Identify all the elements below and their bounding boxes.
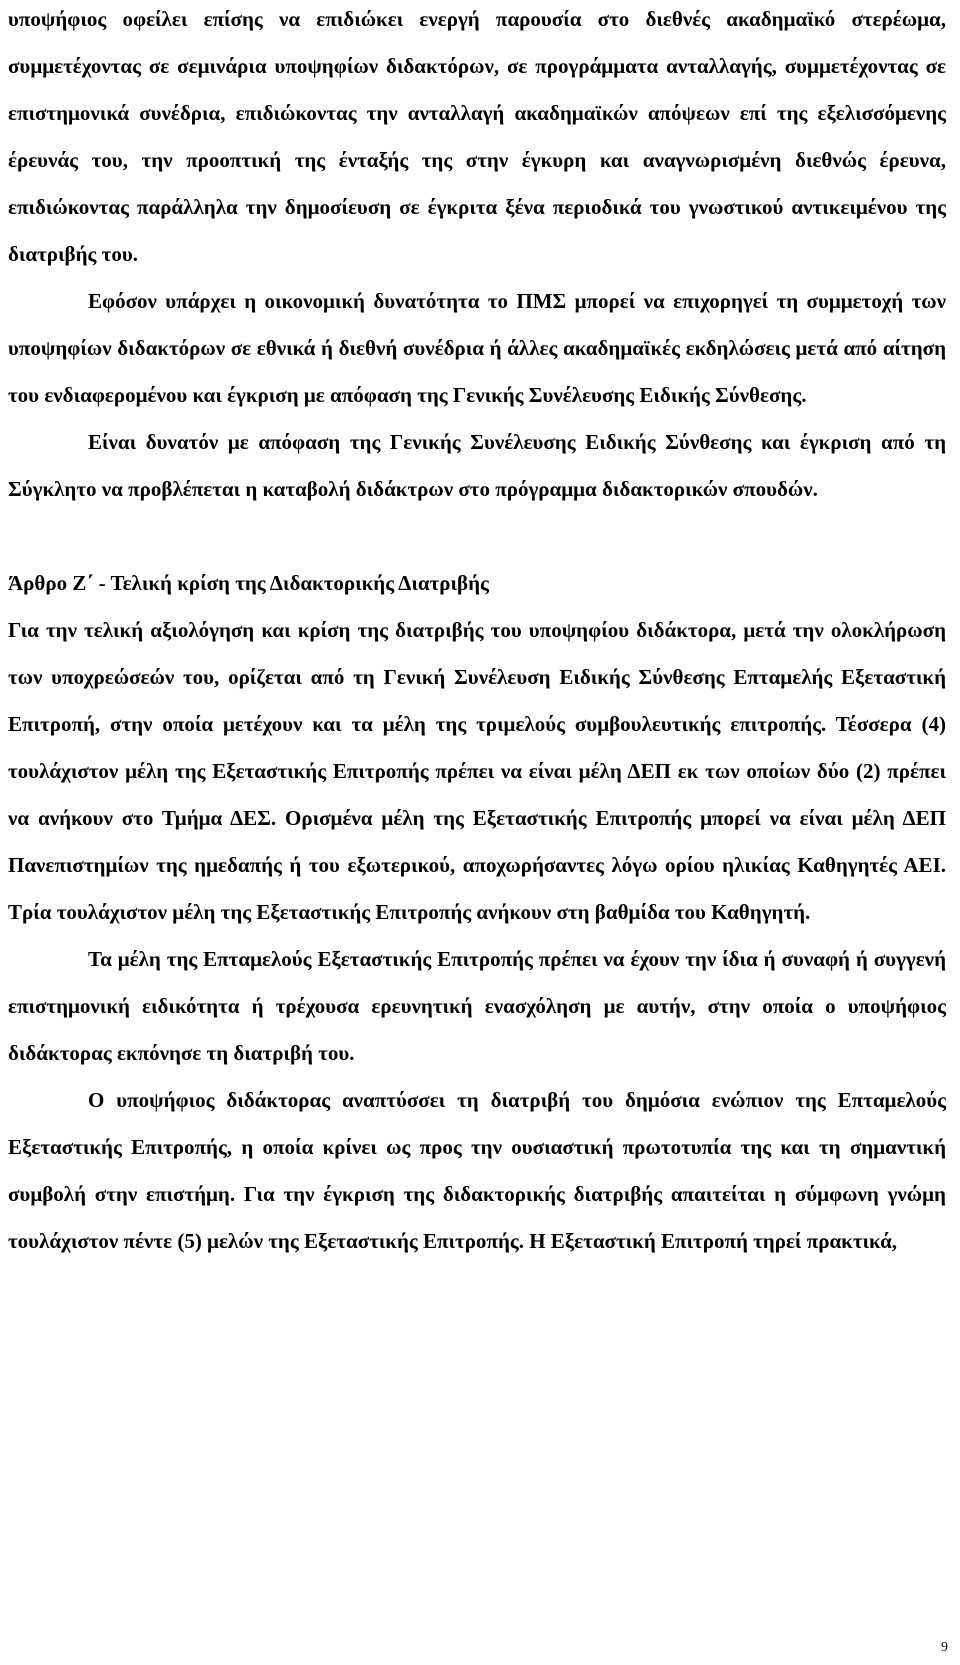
paragraph-tuition: Είναι δυνατόν με απόφαση της Γενικής Συνέλευσης Ειδικής Σύνθεσης και έγκριση από τη Σύγκλητο να προβλέπεται η καταβολή διδάκτρων στο πρόγραμμα διδακτορικών σπουδών. bbox=[8, 430, 946, 501]
page-number: 9 bbox=[941, 1640, 948, 1655]
document-page bbox=[8, 0, 946, 1265]
blank-line bbox=[8, 513, 946, 560]
paragraph-continuation: υποψήφιος οφείλει επίσης να επιδιώκει ενεργή παρουσία στο διεθνές ακαδημαϊκό στερέωμα, συμμετέχοντας σε σεμινάρια υποψηφίων διδακτόρων, σε προγράμματα ανταλλαγής, συμμετέχοντας σε επιστημονικά συνέδρια, επιδιώκοντας την ανταλλαγή ακαδημαϊκών απόψεων επί της εξελισσόμενης έρευνάς του, την προοπτική της ένταξής της στην έγκυρη και αναγνωρισμένη διεθνώς έρευνα, επιδιώκοντας παράλληλα την δημοσίευση σε έγκριτα ξένα περιοδικά του γνωστικού αντικειμένου της διατριβής του. bbox=[8, 7, 946, 266]
article-heading: Άρθρο Ζ΄ - Τελική κρίση της Διδακτορικής Διατριβής bbox=[8, 571, 489, 595]
paragraph-defense: Ο υποψήφιος διδάκτορας αναπτύσσει τη διατριβή του δημόσια ενώπιον της Επταμελούς Εξεταστικής Επιτροπής, η οποία κρίνει ως προς την ουσιαστική πρωτοτυπία της και τη σημαντική συμβολή στην επιστήμη. Για την έγκριση της διδακτορικής διατριβής απαιτείται η σύμφωνη γνώμη τουλάχιστον πέντε (5) μελών της Εξεταστικής Επιτροπής. Η Εξεταστική Επιτροπή τηρεί πρακτικά, bbox=[8, 1088, 946, 1253]
paragraph-funding: Εφόσον υπάρχει η οικονομική δυνατότητα το ΠΜΣ μπορεί να επιχορηγεί τη συμμετοχή των υποψηφίων διδακτόρων σε εθνικά ή διεθνή συνέδρια ή άλλες ακαδημαϊκές εκδηλώσεις μετά από αίτηση του ενδιαφερομένου και έγκριση με απόφαση της Γενικής Συνέλευσης Ειδικής Σύνθεσης. bbox=[8, 289, 946, 407]
paragraph-committee: Για την τελική αξιολόγηση και κρίση της διατριβής του υποψηφίου διδάκτορα, μετά την ολοκλήρωση των υποχρεώσεών του, ορίζεται από τη Γενική Συνέλευση Ειδικής Σύνθεσης Επταμελής Εξεταστική Επιτροπή, στην οποία μετέχουν και τα μέλη της τριμελούς συμβουλευτικής επιτροπής. Τέσσερα (4) τουλάχιστον μέλη της Εξεταστικής Επιτροπής πρέπει να είναι μέλη ΔΕΠ εκ των οποίων δύο (2) πρέπει να ανήκουν στο Τμήμα ΔΕΣ. Ορισμένα μέλη της Εξεταστικής Επιτροπής μπορεί να είναι μέλη ΔΕΠ Πανεπιστημίων της ημεδαπής ή του εξωτερικού, αποχωρήσαντες λόγω ορίου ηλικίας Καθηγητές ΑΕΙ. Τρία τουλάχιστον μέλη της Εξεταστικής Επιτροπής ανήκουν στη βαθμίδα του Καθηγητή. bbox=[8, 618, 946, 924]
paragraph-members: Τα μέλη της Επταμελούς Εξεταστικής Επιτροπής πρέπει να έχουν την ίδια ή συναφή ή συγγενή επιστημονική ειδικότητα ή τρέχουσα ερευνητική ενασχόληση με αυτήν, στην οποία ο υποψήφιος διδάκτορας εκπόνησε τη διατριβή του. bbox=[8, 947, 946, 1065]
